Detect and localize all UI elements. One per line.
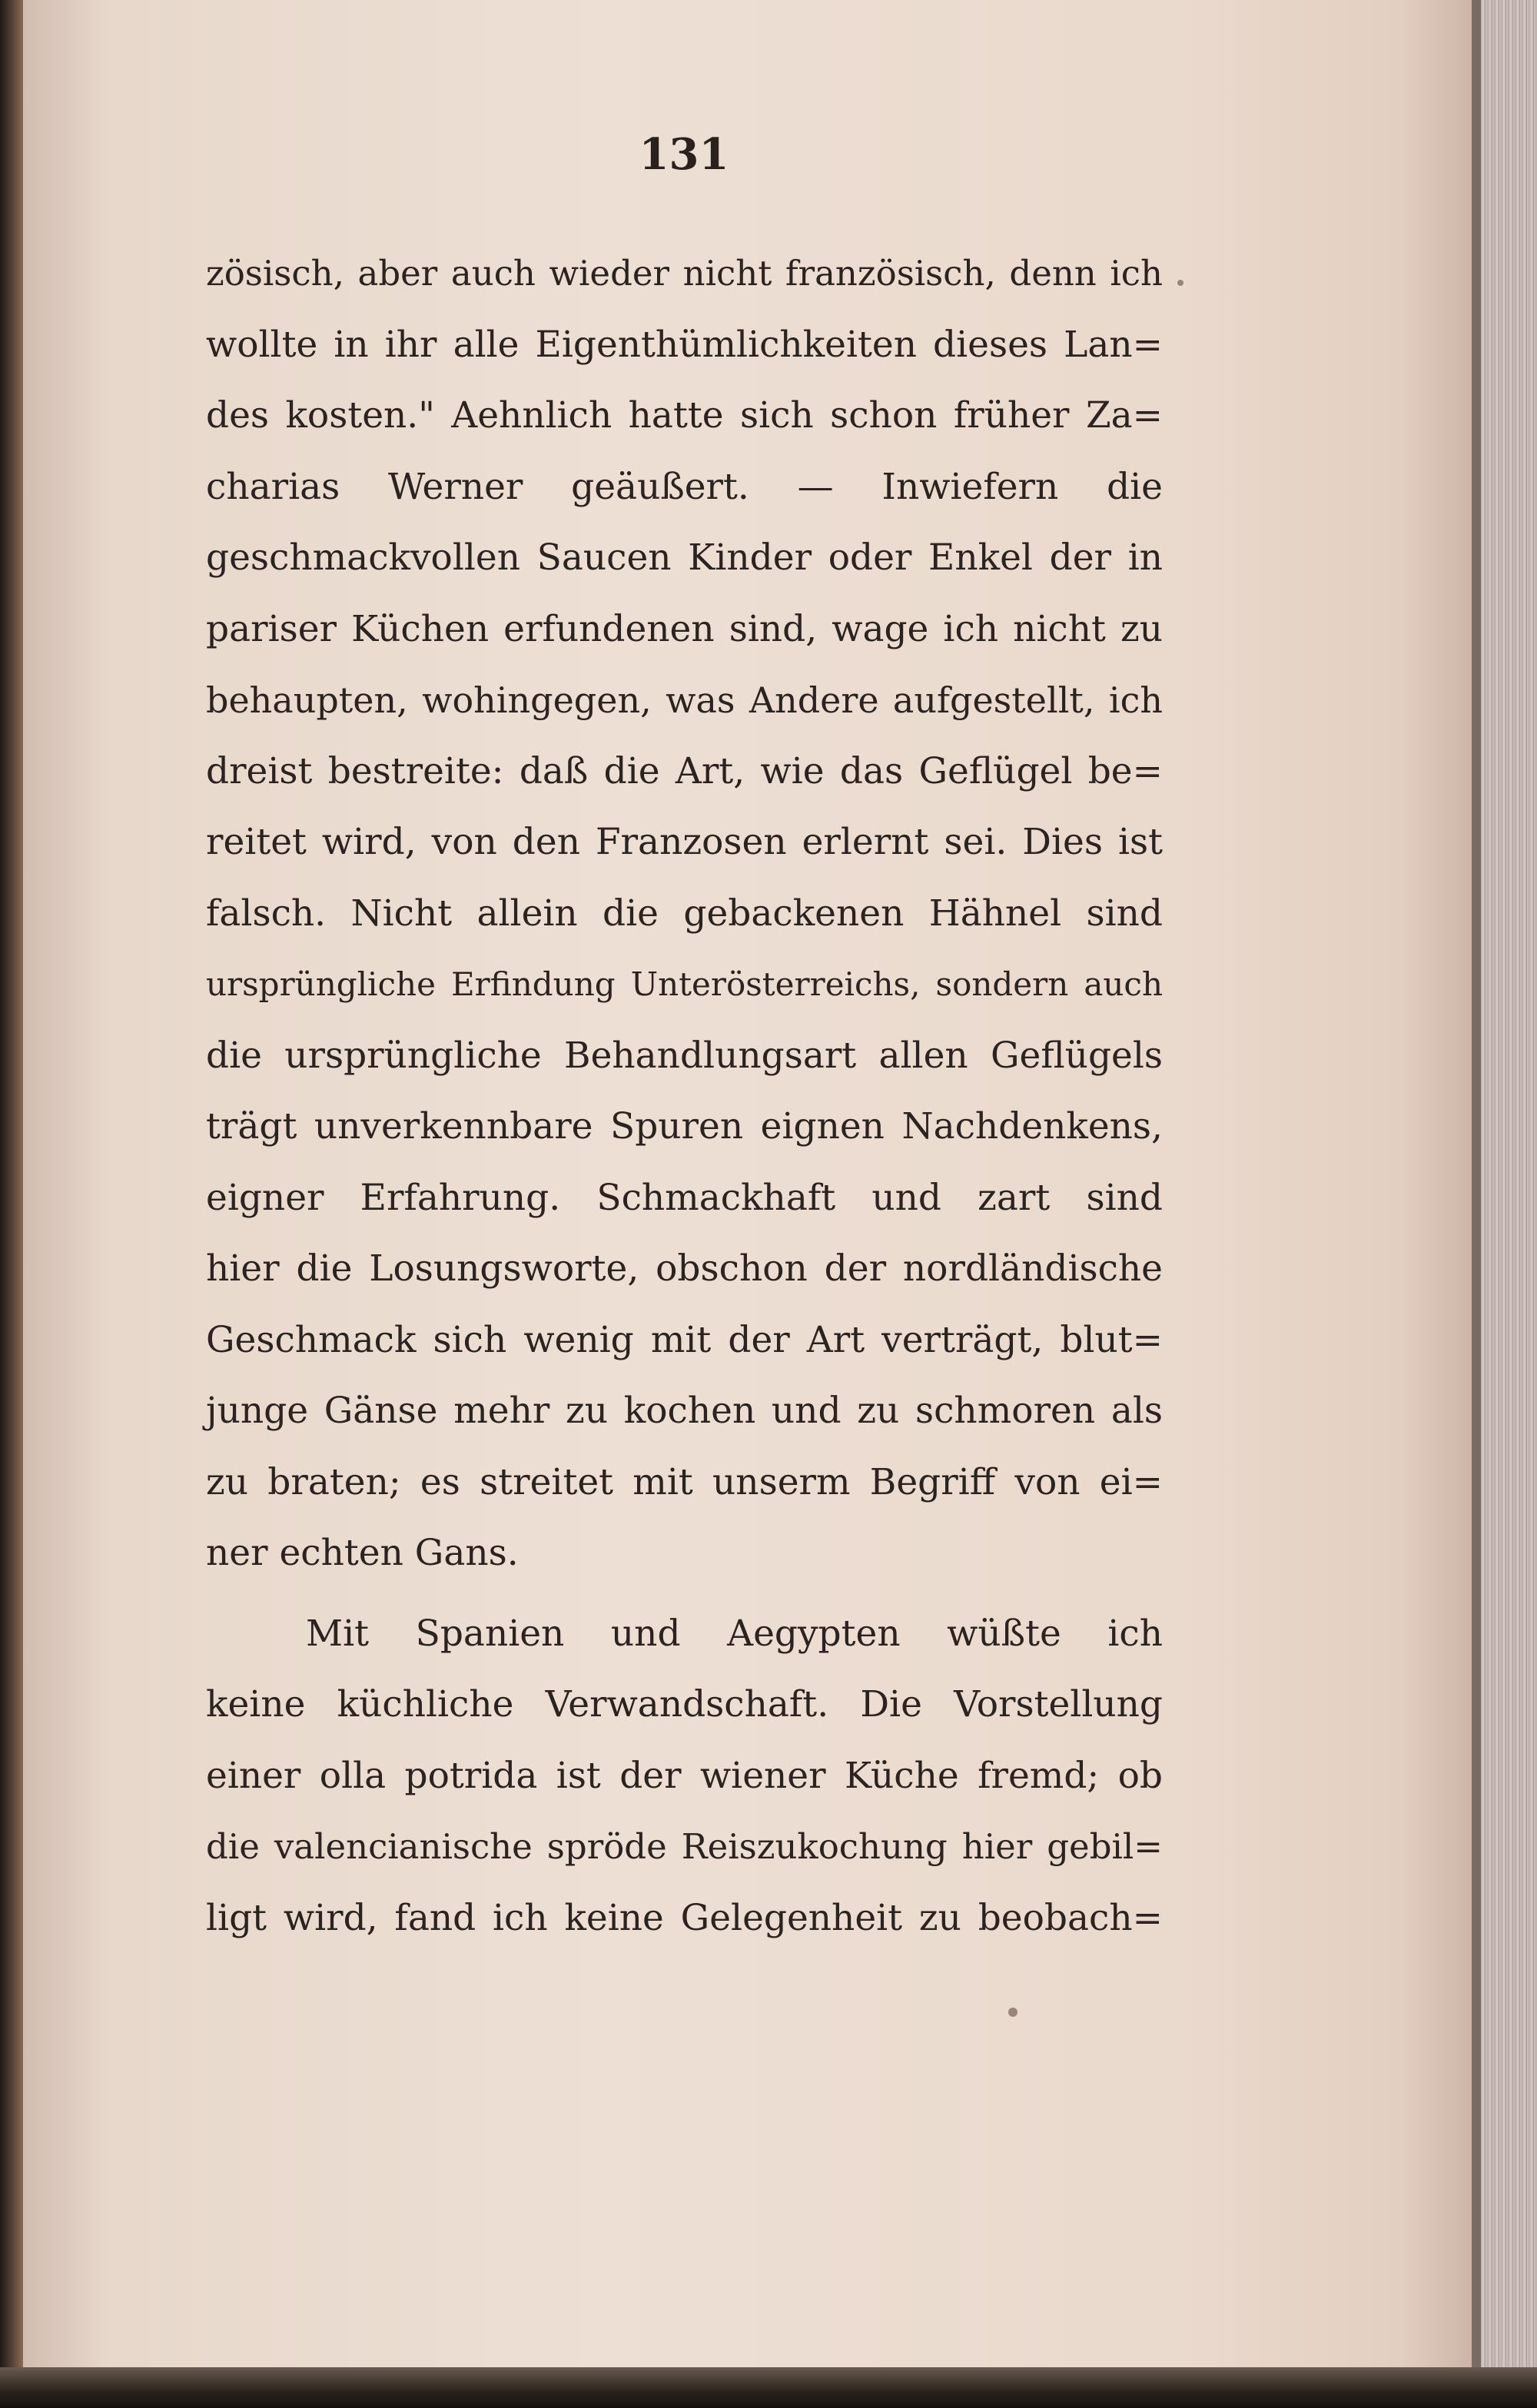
text-line: pariser Küchen erfundenen sind, wage ich nicht zu bbox=[206, 607, 1163, 650]
book-spine-shadow bbox=[0, 0, 23, 2408]
text-line: die valencianische spröde Reiszukochung hier gebil= bbox=[206, 1826, 1163, 1867]
text-line: trägt unverkennbare Spuren eignen Nachdenkens, bbox=[206, 1105, 1163, 1148]
ink-spot bbox=[1177, 280, 1183, 286]
text-line: wollte in ihr alle Eigenthümlichkeiten dieses Lan= bbox=[206, 323, 1163, 366]
text-line: eigner Erfahrung. Schmackhaft und zart sind bbox=[206, 1176, 1163, 1219]
text-line: des kosten." Aehnlich hatte sich schon früher Za= bbox=[206, 394, 1163, 437]
text-line: ner echten Gans. bbox=[206, 1532, 519, 1574]
text-line: behaupten, wohingegen, was Andere aufgestellt, ich bbox=[206, 679, 1163, 721]
body-text bbox=[206, 238, 1163, 1954]
text-line: ursprüngliche Erfindung Unterösterreichs, sondern auch bbox=[206, 965, 1163, 1003]
text-line: ligt wird, fand ich keine Gelegenheit zu beobach= bbox=[206, 1896, 1163, 1939]
text-line: die ursprüngliche Behandlungsart allen Geflügels bbox=[206, 1034, 1163, 1077]
text-line: hier die Losungsworte, obschon der nordländische bbox=[206, 1247, 1163, 1290]
text-line: reitet wird, von den Franzosen erlernt sei. Dies ist bbox=[206, 821, 1163, 863]
page-bottom-edge bbox=[0, 2367, 1537, 2408]
ink-spot bbox=[1008, 2008, 1017, 2017]
text-line: falsch. Nicht allein die gebackenen Hähnel sind bbox=[206, 892, 1163, 935]
text-line: charias Werner geäußert. — Inwiefern die bbox=[206, 465, 1163, 508]
text-line: keine küchliche Verwandschaft. Die Vorstellung bbox=[206, 1683, 1163, 1725]
text-line: zu braten; es streitet mit unserm Begriff von ei= bbox=[206, 1460, 1163, 1503]
page-fore-edge-shadow bbox=[1472, 0, 1481, 2383]
text-line: zösisch, aber auch wieder nicht französisch, denn ich bbox=[206, 253, 1163, 294]
paragraph-start-line: Mit Spanien und Aegypten wüßte ich bbox=[306, 1612, 1163, 1655]
text-line: Geschmack sich wenig mit der Art verträgt, blut= bbox=[206, 1318, 1163, 1361]
page-fore-edge bbox=[1472, 0, 1537, 2383]
text-line: dreist bestreite: daß die Art, wie das Geflügel be= bbox=[206, 749, 1163, 792]
text-line: junge Gänse mehr zu kochen und zu schmoren als bbox=[206, 1390, 1163, 1432]
page-number: 131 bbox=[639, 129, 729, 180]
text-line: geschmackvollen Saucen Kinder oder Enkel der in bbox=[206, 536, 1163, 579]
text-line: einer olla potrida ist der wiener Küche fremd; ob bbox=[206, 1754, 1163, 1797]
